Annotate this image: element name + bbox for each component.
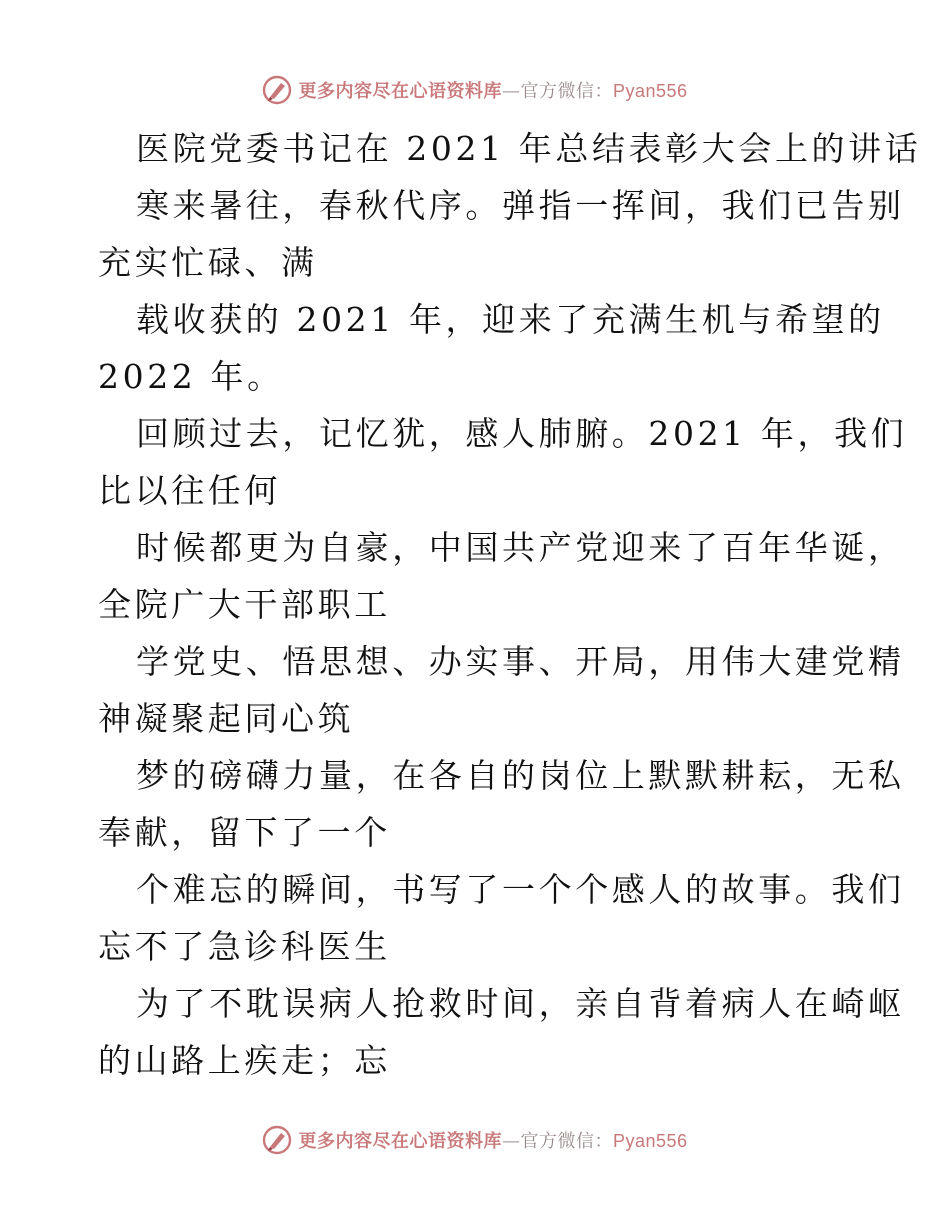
document-title: 医院党委书记在 2021 年总结表彰大会上的讲话 <box>136 129 922 168</box>
paragraph-line: 忘不了急诊科医生 <box>98 927 391 966</box>
paragraph-line: 梦的磅礴力量，在各自的岗位上默默耕耘，无私 <box>136 756 905 795</box>
paragraph-line: 时候都更为自豪，中国共产党迎来了百年华诞， <box>136 528 905 567</box>
footer-watermark <box>0 1120 950 1160</box>
paragraph-line: 神凝聚起同心筑 <box>98 699 355 738</box>
watermark-dash: — <box>501 81 521 102</box>
paragraph-line: 学党史、悟思想、办实事、开局，用伟大建党精 <box>136 642 905 681</box>
paragraph-line: 全院广大干部职工 <box>98 585 391 624</box>
paragraph-line: 寒来暑往，春秋代序。弹指一挥间，我们已告别 <box>136 186 905 225</box>
paragraph-line: 为了不耽误病人抢救时间，亲自背着病人在崎岖 <box>136 984 905 1023</box>
watermark-wechat-label: 官方微信： <box>520 1131 613 1152</box>
watermark-dash: — <box>501 1131 521 1152</box>
paragraph-line: 比以往任何 <box>98 471 281 510</box>
watermark-wechat-label: 官方微信： <box>520 81 613 102</box>
watermark-text <box>298 77 687 103</box>
watermark-wechat-id: Pyan556 <box>612 81 688 101</box>
header-watermark <box>0 70 950 110</box>
watermark-lead: 更多内容尽在心语资料库 <box>298 1131 502 1152</box>
watermark-lead: 更多内容尽在心语资料库 <box>298 81 502 102</box>
paragraph-line: 2022 年。 <box>98 357 284 396</box>
document-body <box>98 120 922 1089</box>
watermark-text <box>298 1127 687 1153</box>
paragraph-line: 的山路上疾走；忘 <box>98 1041 391 1080</box>
paragraph-line: 载收获的 2021 年，迎来了充满生机与希望的 <box>136 300 885 339</box>
watermark-wechat-id: Pyan556 <box>612 1131 688 1151</box>
paragraph-line: 回顾过去，记忆犹，感人肺腑。2021 年，我们 <box>136 414 908 453</box>
paragraph-line: 个难忘的瞬间，书写了一个个感人的故事。我们 <box>136 870 905 909</box>
quill-logo-icon <box>262 1125 292 1155</box>
quill-logo-icon <box>262 75 292 105</box>
paragraph-line: 充实忙碌、满 <box>98 243 318 282</box>
paragraph-line: 奉献，留下了一个 <box>98 813 391 852</box>
